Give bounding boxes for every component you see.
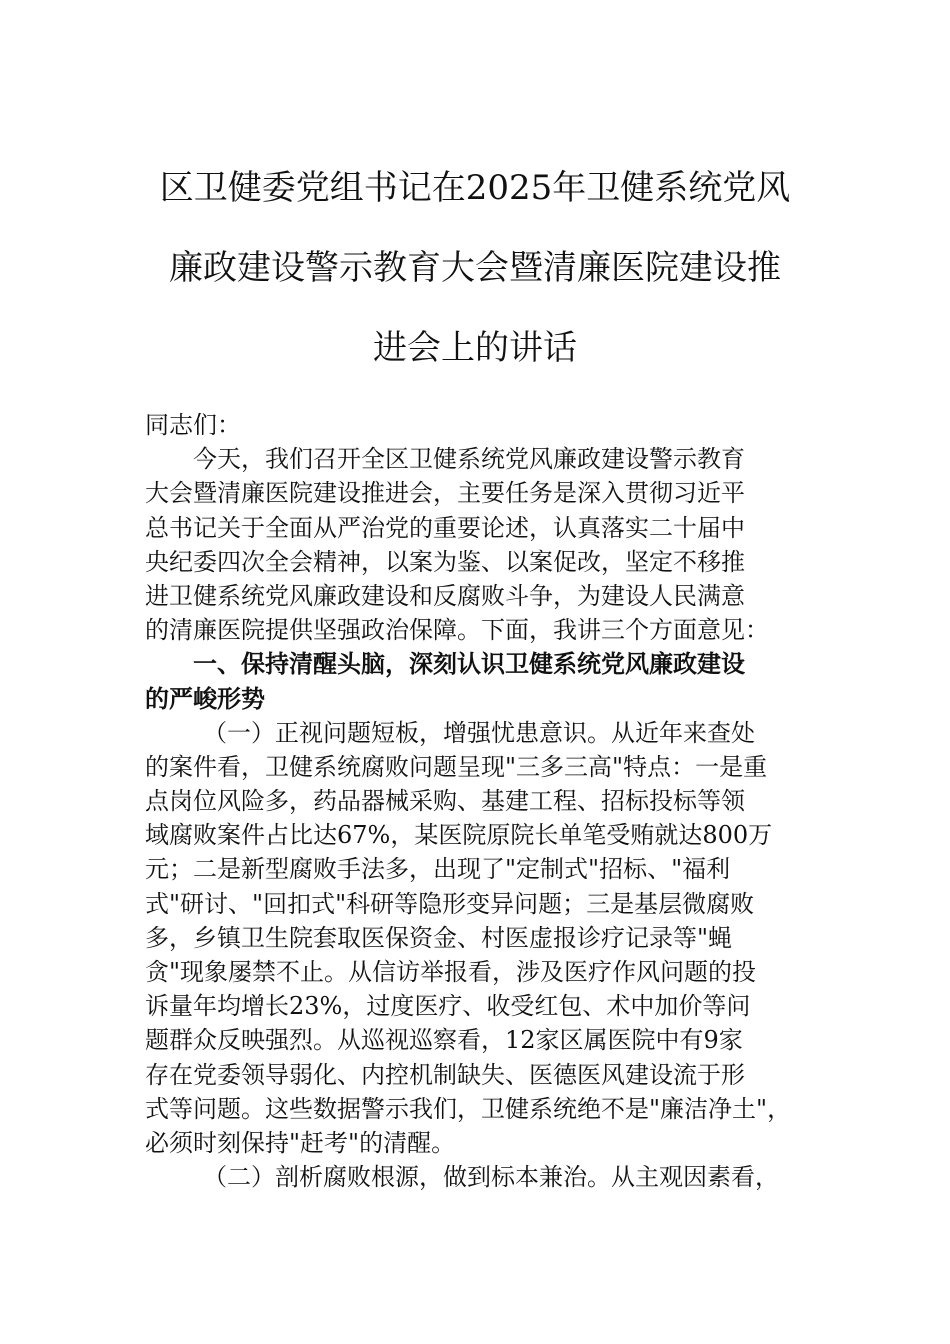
paragraph-line: 式"研讨、"回扣式"科研等隐形变异问题；三是基层微腐败: [145, 889, 755, 918]
paragraph-line: 贪"现象屡禁不止。从信访举报看，涉及医疗作风问题的投: [145, 958, 757, 986]
paragraph-1: [145, 716, 835, 1160]
title-line: 廉政建设警示教育大会暨清廉医院建设推: [169, 248, 781, 288]
title-line: 区卫健委党组书记在2025年卫健系统党风: [159, 168, 791, 208]
paragraph-line: 多，乡镇卫生院套取医保资金、村医虚报诊疗记录等"蝇: [145, 923, 733, 952]
paragraph-line: 元；二是新型腐败手法多，出现了"定制式"招标、"福利: [145, 855, 731, 884]
paragraph-line: 总书记关于全面从严治党的重要论述，认真落实二十届中: [145, 513, 745, 542]
heading-line: 的严峻形势: [145, 683, 265, 713]
paragraph-line: 今天，我们召开全区卫健系统党风廉政建设警示教育: [193, 445, 745, 474]
intro-paragraph: [145, 442, 835, 647]
paragraph-2: [145, 1160, 835, 1194]
paragraph-line: 央纪委四次全会精神，以案为鉴、以案促改，坚定不移推: [145, 547, 745, 576]
paragraph-line: 的清廉医院提供坚强政治保障。下面，我讲三个方面意见：: [145, 616, 769, 645]
paragraph-line: 进卫健系统党风廉政建设和反腐败斗争，为建设人民满意: [145, 581, 745, 610]
paragraph-line: 的案件看，卫健系统腐败问题呈现"三多三高"特点：一是重: [145, 752, 768, 781]
paragraph-line: 必须时刻保持"赶考"的清醒。: [145, 1128, 456, 1157]
paragraph-line: 大会暨清廉医院建设推进会，主要任务是深入贯彻习近平: [145, 479, 745, 508]
section-heading: [145, 647, 835, 715]
document-body: [145, 408, 835, 1194]
heading-line: 一、保持清醒头脑，深刻认识卫健系统党风廉政建设: [193, 649, 745, 679]
paragraph-line: （一）正视问题短板，增强忧患意识。从近年来查处: [203, 718, 755, 747]
paragraph-line: 存在党委领导弱化、内控机制缺失、医德医风建设流于形: [145, 1060, 745, 1089]
paragraph-line: 式等问题。这些数据警示我们，卫健系统绝不是"廉洁净土"，: [145, 1094, 792, 1123]
paragraph-line: 域腐败案件占比达67%，某医院原院长单笔受贿就达800万: [145, 821, 773, 850]
salutation: 同志们：: [145, 411, 241, 439]
title-line: 进会上的讲话: [373, 328, 577, 368]
paragraph-line: 诉量年均增长23%，过度医疗、收受红包、术中加价等问: [145, 992, 751, 1021]
paragraph-line: （二）剖析腐败根源，做到标本兼治。从主观因素看，: [203, 1163, 779, 1192]
paragraph-line: 点岗位风险多，药品器械采购、基建工程、招标投标等领: [145, 787, 745, 816]
document-title: [130, 148, 820, 388]
paragraph-line: 题群众反映强烈。从巡视巡察看，12家区属医院中有9家: [145, 1026, 743, 1055]
